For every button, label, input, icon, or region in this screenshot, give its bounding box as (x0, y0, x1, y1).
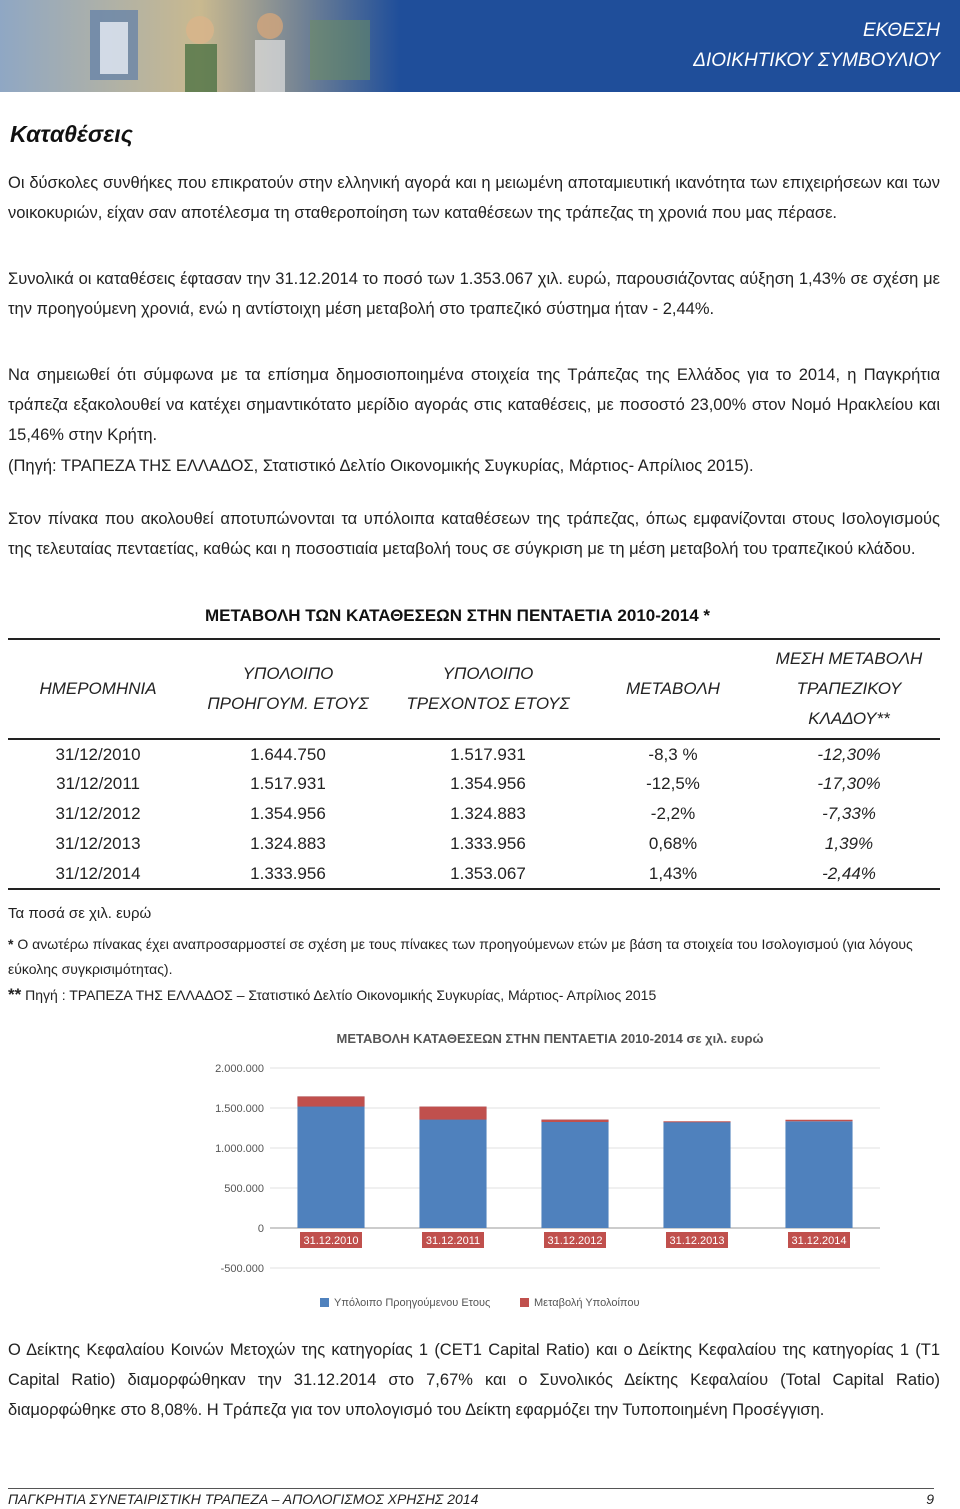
note-star2-text: Πηγή : ΤΡΑΠΕΖΑ ΤΗΣ ΕΛΛΑΔΟΣ – Στατιστικό Δελτίο Οικονομικής Συγκυρίας, Μάρτιος- Απρίλιος 2015 (25, 987, 657, 1003)
bar-change (663, 1121, 730, 1122)
table-row (8, 829, 940, 859)
cell-curr: 1.517.931 (450, 744, 526, 764)
legend-swatch-prev (320, 1298, 329, 1307)
y-tick-label: 1.000.000 (215, 1143, 264, 1155)
cell-change: 0,68% (648, 834, 698, 853)
cell-date: 31/12/2010 (55, 744, 141, 764)
table-header-row (8, 639, 940, 739)
cell-date: 31/12/2013 (55, 834, 141, 853)
bar-prev-balance (663, 1122, 730, 1228)
legend-label-change: Μεταβολή Υπολοίπου (534, 1297, 640, 1309)
note-star2-mark: ** (8, 985, 22, 1004)
page-number: 9 (926, 1491, 934, 1507)
table-row (8, 859, 940, 889)
cell-prev: 1.517.931 (250, 774, 326, 793)
bar-change (785, 1120, 852, 1122)
table-row (8, 769, 940, 799)
note-star1-mark: * (8, 936, 14, 952)
cell-date: 31/12/2011 (56, 774, 140, 793)
note-amounts: Τα ποσά σε χιλ. ευρώ (8, 905, 152, 922)
y-tick-label: 0 (257, 1223, 264, 1235)
note-star1-text: Ο ανωτέρω πίνακας έχει αναπροσαρμοστεί σε σχέση με τους πίνακες των προηγούμενων ετών με βάση τα στοιχεία του Ισολογισμού (για λόγους εύκολης συγκρισιμότητας). (8, 936, 913, 977)
legend-label-prev: Υπόλοιπο Προηγούμενου Ετους (334, 1297, 491, 1309)
x-category-label: 31.12.2010 (303, 1235, 359, 1247)
note-star1 (8, 932, 938, 982)
x-category-label: 31.12.2013 (669, 1235, 725, 1247)
header-title-line1: ΕΚΘΕΣΗ (862, 20, 940, 41)
header-title-line2: ΔΙΟΙΚΗΤΙΚΟΥ ΣΥΜΒΟΥΛΙΟΥ (693, 50, 940, 71)
x-category-label: 31.12.2012 (547, 1235, 603, 1247)
header-title (693, 16, 940, 76)
x-category-label: 31.12.2011 (425, 1235, 481, 1247)
paragraph-3: Να σημειωθεί ότι σύμφωνα με τα επίσημα δημοσιοποιημένα στοιχεία της Τράπεζας της Ελλάδος για το 2014, η Παγκρήτια τράπεζα εξακολουθεί να κατέχει σημαντικότατο μερίδιο αγοράς στις καταθέσεις, με ποσοστό 23,00% στον Νομό Ηρακλείου και 15,46% στην Κρήτη. (8, 366, 940, 444)
bar-prev-balance (785, 1121, 852, 1228)
cell-date: 31/12/2014 (55, 863, 141, 883)
y-tick-label: 500.000 (224, 1183, 264, 1195)
header-photo-image (0, 0, 400, 92)
header-curr-balance: ΥΠΟΛΟΙΠΟ ΤΡΕΧΟΝΤΟΣ ΕΤΟΥΣ (406, 664, 570, 713)
legend-swatch-change (520, 1298, 529, 1307)
cell-change: -12,5% (646, 774, 700, 793)
cell-curr: 1.354.956 (450, 774, 526, 793)
paragraph-5: Στον πίνακα που ακολουθεί αποτυπώνονται τα υπόλοιπα καταθέσεων της τράπεζας, όπως εμφανίζονται στους Ισολογισμούς της τελευταίας πενταετίας, καθώς και η ποσοστιαία μεταβολή τους σε σύγκριση με τη μέση μεταβολή του τραπεζικού κλάδου. (8, 510, 940, 558)
cell-curr: 1.333.956 (450, 834, 526, 853)
cell-avg: 1,39% (824, 834, 874, 853)
y-tick-label: -500.000 (220, 1263, 264, 1275)
header-change: ΜΕΤΑΒΟΛΗ (626, 679, 720, 698)
bar-prev-balance (541, 1120, 608, 1228)
header-banner (0, 0, 960, 92)
cell-avg: -7,33% (822, 804, 876, 823)
header-date: ΗΜΕΡΟΜΗΝΙΑ (39, 679, 157, 698)
cell-change: -8,3 % (648, 744, 698, 764)
cell-avg: -17,30% (817, 774, 881, 793)
deposits-table (8, 638, 940, 890)
cell-change: -2,2% (650, 804, 696, 823)
cell-prev: 1.644.750 (250, 744, 326, 764)
header-prev-balance: ΥΠΟΛΟΙΠΟ ΠΡΟΗΓΟΥΜ. ΕΤΟΥΣ (207, 664, 369, 713)
y-tick-label: 1.500.000 (215, 1103, 264, 1115)
y-tick-label: 2.000.000 (215, 1063, 264, 1075)
header-avg-change: ΜΕΣΗ ΜΕΤΑΒΟΛΗ ΤΡΑΠΕΖΙΚΟΥ ΚΛΑΔΟΥ** (775, 649, 923, 728)
cell-prev: 1.324.883 (250, 834, 326, 853)
bar-change (297, 1096, 364, 1106)
table-row (8, 799, 940, 829)
paragraph-1: Οι δύσκολες συνθήκες που επικρατούν στην ελληνική αγορά και η μειωμένη αποταμιευτική ικανότητα των επιχειρήσεων και των νοικοκυριών, είχαν σαν αποτέλεσμα τη σταθεροποίηση των καταθέσεων της τράπεζας τη χρονιά που μας πέρασε. (8, 174, 940, 222)
paragraph-6: Ο Δείκτης Κεφαλαίου Κοινών Μετοχών της κατηγορίας 1 (CET1 Capital Ratio) και ο Δείκτης Κεφαλαίου της κατηγορίας 1 (T1 Capital Ratio) διαμορφώθηκαν την 31.12.2014 στο 7,67% και ο Συνολικός Δείκτης Κεφαλαίου (Total Capital Ratio) διαμορφώθηκε στο 8,08%. Η Τράπεζα για τον υπολογισμό του Δείκτη εφαρμόζει την Τυποποιημένη Προσέγγιση. (8, 1341, 940, 1419)
bar-prev-balance (297, 1096, 364, 1228)
page-footer (8, 1488, 934, 1507)
bar-prev-balance (419, 1107, 486, 1228)
cell-avg: -12,30% (817, 744, 881, 764)
cell-curr: 1.353.067 (450, 863, 526, 883)
chart-title: ΜΕΤΑΒΟΛΗ ΚΑΤΑΘΕΣΕΩΝ ΣΤΗΝ ΠΕΝΤΑΕΤΙΑ 2010-2014 σε χιλ. ευρώ (336, 1031, 764, 1046)
note-star2 (8, 985, 656, 1005)
table-title: ΜΕΤΑΒΟΛΗ ΤΩΝ ΚΑΤΑΘΕΣΕΩΝ ΣΤΗΝ ΠΕΝΤΑΕΤΙΑ 2010-2014 * (205, 606, 711, 625)
cell-prev: 1.333.956 (250, 863, 326, 883)
section-title: Καταθέσεις (10, 121, 133, 147)
cell-date: 31/12/2012 (55, 804, 141, 823)
deposits-chart (200, 1023, 900, 1323)
paragraph-2: Συνολικά οι καταθέσεις έφτασαν την 31.12.2014 το ποσό των 1.353.067 χιλ. ευρώ, παρουσιάζοντας αύξηση 1,43% σε σχέση με την προηγούμενη χρονιά, ενώ η αντίστοιχη μέση μεταβολή στο τραπεζικό σύστημα ήταν - 2,44%. (8, 270, 940, 318)
bar-change (419, 1107, 486, 1120)
cell-avg: -2,44% (822, 863, 876, 883)
cell-prev: 1.354.956 (250, 804, 326, 823)
cell-change: 1,43% (648, 863, 698, 883)
bar-change (541, 1120, 608, 1122)
table-row (8, 739, 940, 769)
x-category-label: 31.12.2014 (791, 1235, 847, 1247)
footer-text: ΠΑΓΚΡΗΤΙΑ ΣΥΝΕΤΑΙΡΙΣΤΙΚΗ ΤΡΑΠΕΖΑ – ΑΠΟΛΟΓΙΣΜΟΣ ΧΡΗΣΗΣ 2014 (8, 1491, 479, 1507)
paragraph-4-source: (Πηγή: ΤΡΑΠΕΖΑ ΤΗΣ ΕΛΛΑΔΟΣ, Στατιστικό Δελτίο Οικονομικής Συγκυρίας, Μάρτιος- Απρίλιος 2015). (8, 457, 754, 475)
cell-curr: 1.324.883 (450, 804, 526, 823)
